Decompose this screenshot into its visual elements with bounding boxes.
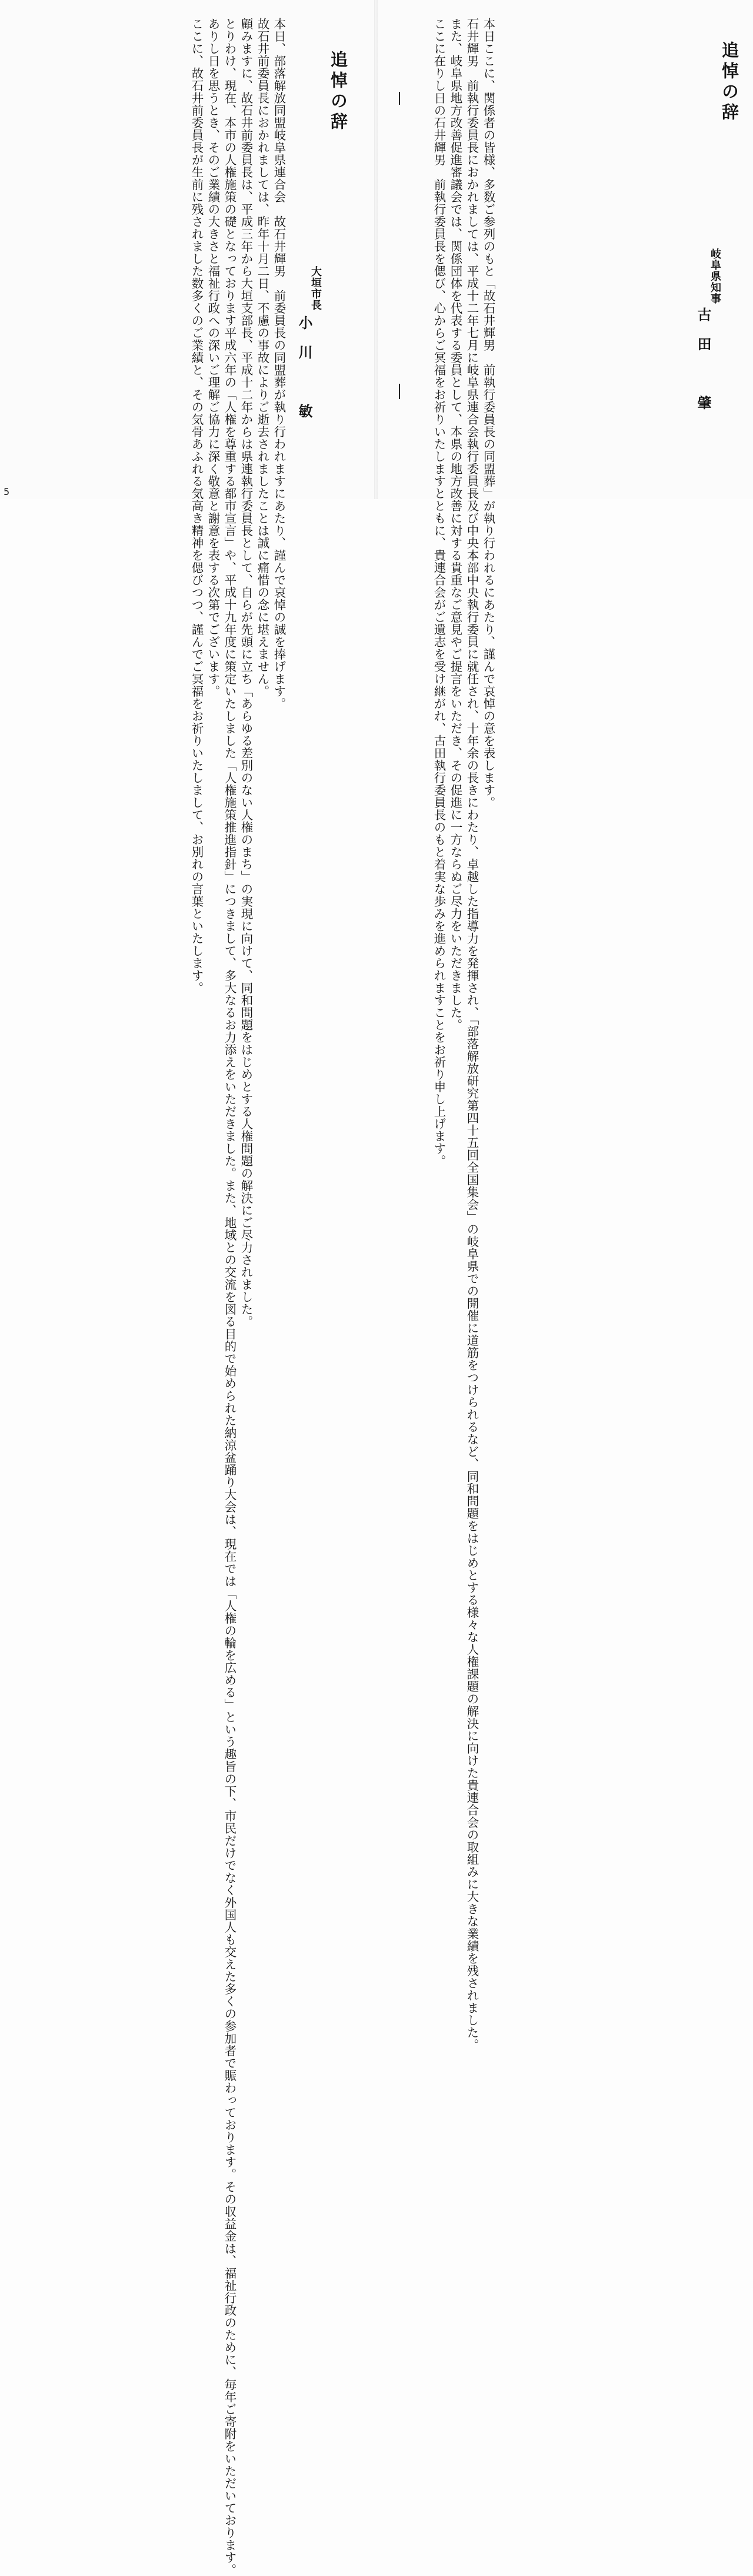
left-paragraph: ここに、故石井前委員長が生前に残されました数多くのご業績と、その気骨あふれる気高き精神を偲びつつ、謹んでご冥福をお祈りいたしまして、お別れの言葉といたします。 — [189, 18, 204, 994]
page-number: 5 — [4, 486, 10, 497]
binding-mark-top — [399, 92, 400, 105]
left-paragraph: ありし日を思うとき、そのご業績の大きさと福祉行政への深いご理解ご協力に深く敬意と謝意を表する次第でございます。 — [206, 18, 220, 697]
right-author-title: 岐阜県知事 — [709, 248, 721, 304]
left-page-title: 追悼の辞 — [328, 51, 348, 133]
left-paragraph: 顧みますに、故石井前委員長は、平成三年から大垣支部長、平成十二年からは県連執行委員長として、自らが先頭に立ち「あらゆる差別のない人権のまち」の実現に向けて、同和問題をはじめとする人権問題の解決にご尽力されました。 — [239, 18, 253, 1328]
left-paragraph: 本日、部落解放同盟岐阜県連合会 故石井輝男 前委員長の同盟葬が執り行われますにあたり、謹んで哀悼の誠を捧げます。 — [272, 18, 286, 710]
right-paragraph: 石井輝男 前執行委員長におかれましては、平成十二年七月に岐阜県連合会執行委員長及び中央本部中央執行委員に就任され、十年余の長きにわたり、卓越した指導力を発揮され、「部落解放研究第四十五回全国集会」の岐阜県での開催に道筋をつけられるなど、同和問題をはじめとする様々な人権課題の解決に向けた貴連合会の取組みに大きな業績を残されました。 — [465, 18, 479, 2051]
left-author-name: 小川 敏 — [296, 315, 312, 433]
left-paragraph: 故石井前委員長におかれましては、昨年十月二日、不慮の事故によりご逝去されましたことは誠に痛惜の念に堪えません。 — [255, 18, 269, 697]
left-paragraph: とりわけ、現在、本市の人権施策の礎となっております平成六年の「人権を尊重する都市宣言」や、平成十九年度に策定いたしました「人権施策推進指針」につきまして、多大なるお力添えをいただきました。また、地域との交流を図る目的で始められた納涼盆踊り大会は、現在では「人権の輪を広める」という趣旨の下、市民だけでなく外国人も交えた多くの参加者で賑わっております。その収益金は、福祉行政のために、毎年ご寄附をいただいております。 — [222, 18, 236, 2576]
binding-mark-bottom — [399, 384, 400, 399]
left-page — [0, 0, 374, 2576]
right-body-text — [431, 18, 497, 2051]
right-paragraph: 本日ここに、関係者の皆様、多数ご参列のもと「故石井輝男 前執行委員長の同盟葬」が執り行われるにあたり、謹んで哀悼の意を表します。 — [481, 18, 495, 809]
right-paragraph: ここに在りし日の石井輝男 前執行委員長を偲び、心からご冥福をお祈りいたしますとともに、貴連合会がご遺志を受け継がれ、古田執行委員長のもと着実な歩みを進められますことをお祈り申し上げます。 — [432, 18, 446, 1167]
right-paragraph: また、岐阜県地方改善促進審議会では、関係団体を代表する委員として、本県の地方改善に対する貴重なご意見やご提言をいただき、その促進に一方ならぬご尽力をいただきました。 — [448, 18, 462, 1031]
right-page — [378, 0, 753, 2051]
right-page-title: 追悼の辞 — [719, 41, 739, 124]
left-body-text — [188, 18, 287, 2576]
left-author-title: 大垣市長 — [309, 266, 322, 311]
right-author-name: 古田 肇 — [695, 307, 711, 425]
